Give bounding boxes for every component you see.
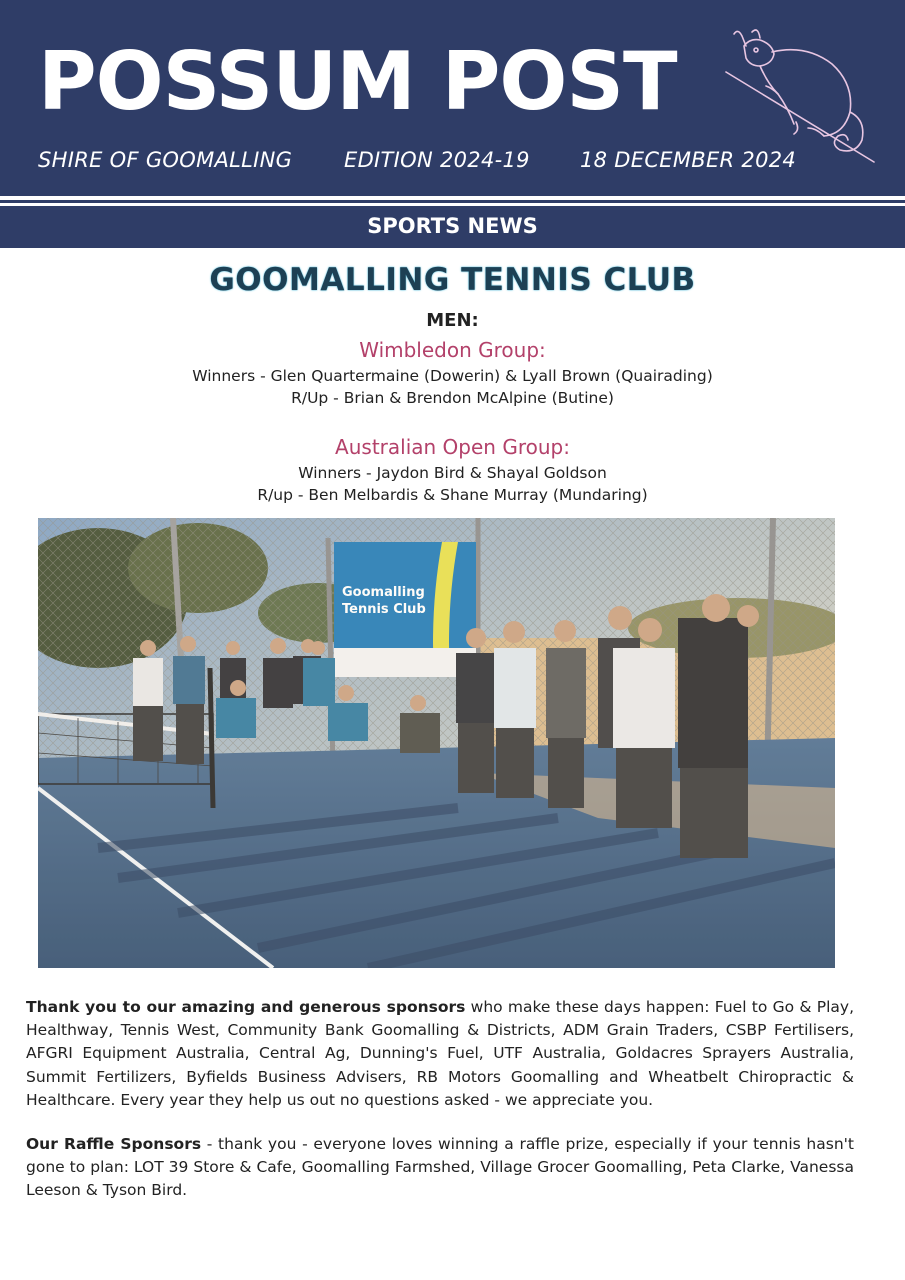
result-line: Winners - Jaydon Bird & Shayal Goldson [298, 464, 607, 482]
divider-stripe [0, 200, 905, 203]
possum-icon [716, 24, 886, 174]
result-line: Winners - Glen Quartermaine (Dowerin) & Lyall Brown (Quairading) [192, 367, 713, 385]
edition-number: EDITION 2024-19 [344, 148, 530, 172]
section-header: SPORTS NEWS [0, 206, 905, 248]
newsletter-title: POSSUM POST [38, 35, 677, 128]
raffle-text: - thank you - everyone loves winning a raffle prize, especially if your tennis hasn't gone to plan: LOT 39 Store & Cafe, Goomalling Farmshed, Village Grocer Goomalling, Peta Clarke, Vanessa Leeson & Tyson Bird. [26, 1135, 854, 1200]
article-heading: GOOMALLING TENNIS CLUB [209, 262, 696, 298]
category-label: MEN: [426, 310, 479, 331]
raffle-paragraph [26, 1133, 854, 1203]
sponsors-text: who make these days happen: Fuel to Go & Play, Healthway, Tennis West, Community Bank Goomalling & Districts, ADM Grain Traders, CSBP Fertilisers, AFGRI Equipment Australia, Central Ag, Dunning's Fuel, UTF Australia, Goldacres Sprayers Australia, Summit Fertilizers, Byfields Business Advisers, RB Motors Goomalling and Wheatbelt Chiropractic & Healthcare. Every year they help us out no questions asked - we appreciate you. [26, 998, 855, 1109]
sponsors-lead: Thank you to our amazing and generous sponsors [26, 998, 466, 1016]
sponsors-paragraph [26, 996, 854, 1112]
banner-text: Goomalling [342, 585, 425, 600]
masthead [0, 0, 905, 196]
raffle-lead: Our Raffle Sponsors [26, 1135, 202, 1153]
issue-date: 18 DECEMBER 2024 [580, 148, 797, 172]
result-line: R/Up - Brian & Brendon McAlpine (Butine) [291, 389, 614, 407]
group-title: Australian Open Group: [335, 435, 570, 459]
result-line: R/up - Ben Melbardis & Shane Murray (Mundaring) [257, 486, 648, 504]
banner-text: Tennis Club [342, 602, 426, 617]
shire-name: SHIRE OF GOOMALLING [38, 148, 293, 172]
group-title: Wimbledon Group: [359, 338, 546, 362]
team-photo [38, 518, 835, 968]
